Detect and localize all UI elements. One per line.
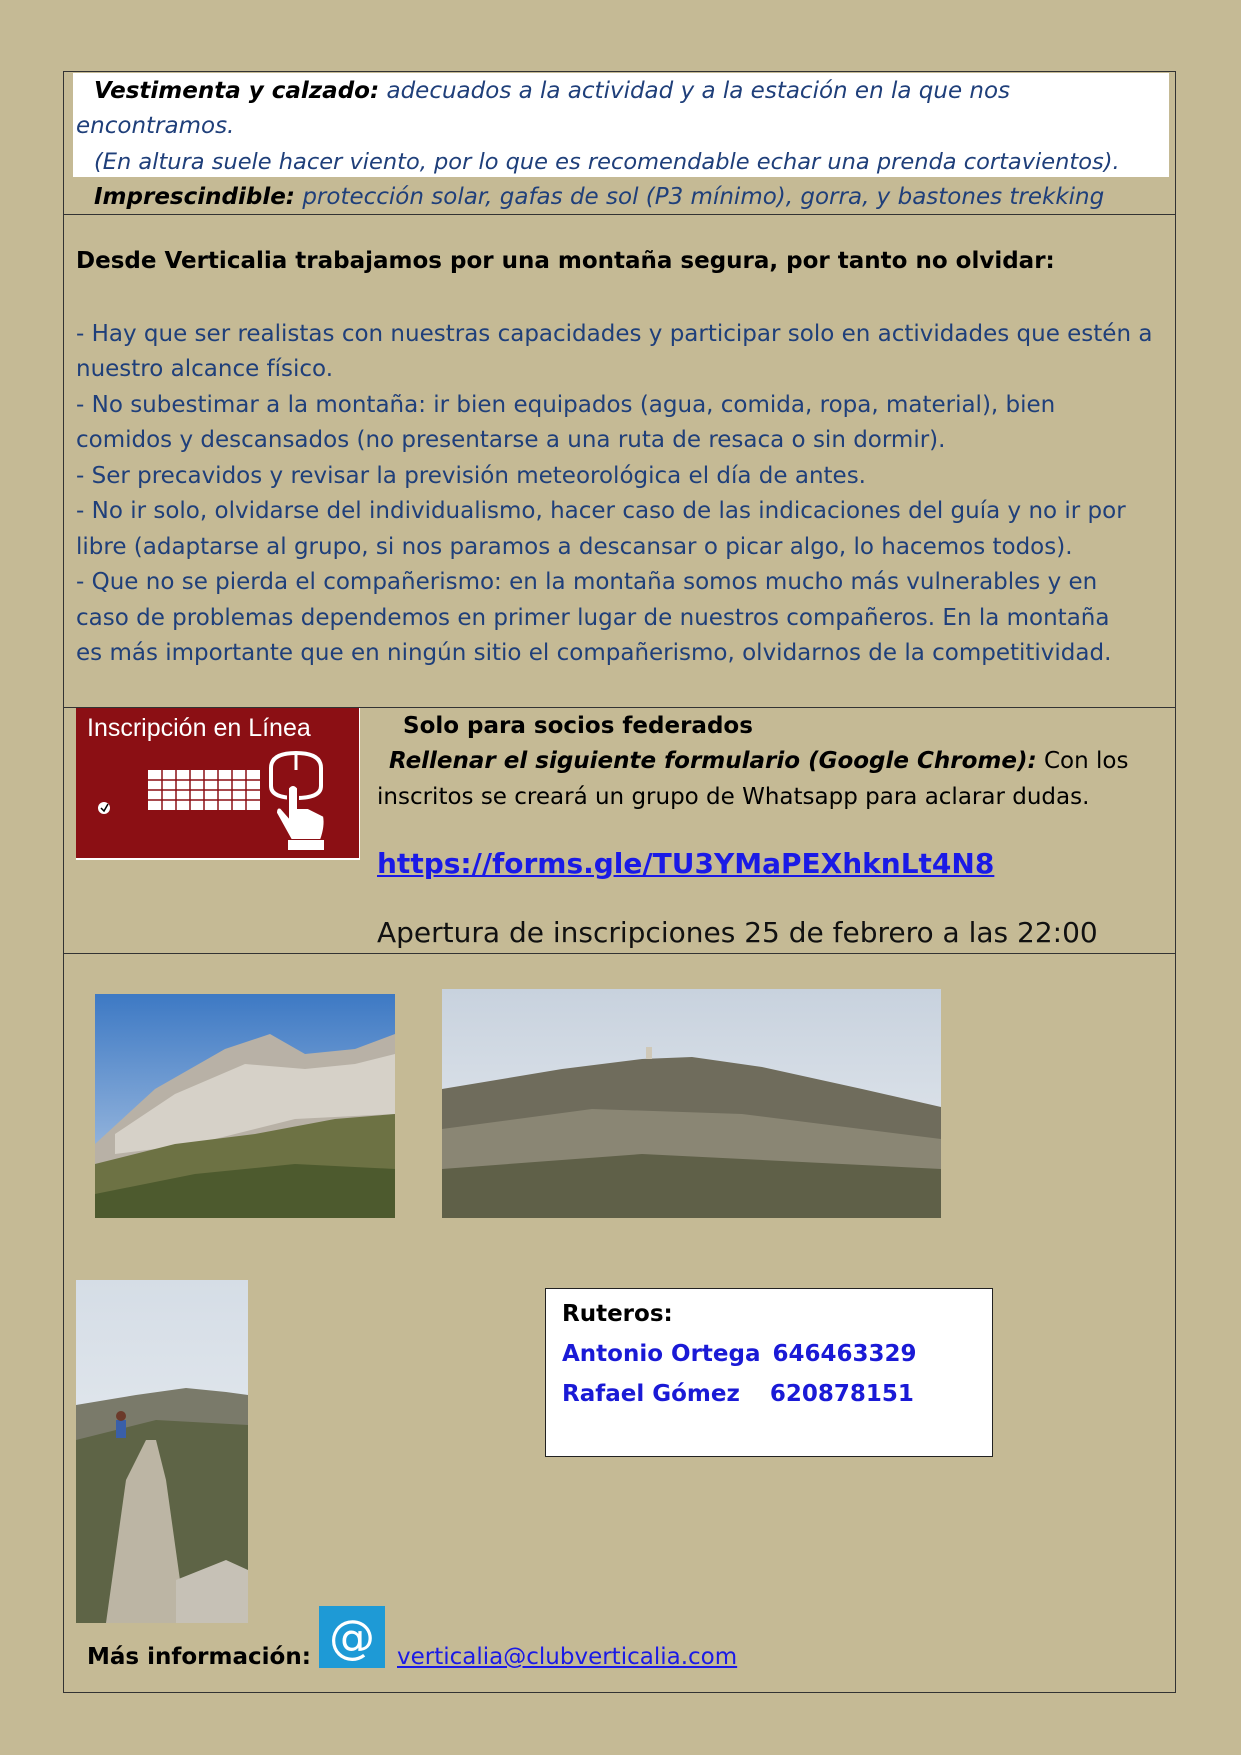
- guide-entry: [562, 1381, 914, 1407]
- guide-phone: 620878151: [769, 1381, 914, 1407]
- keyboard-mouse-icon: [76, 708, 360, 860]
- essential-label: Imprescindible:: [94, 184, 296, 210]
- clothing-line-2: encontramos.: [76, 113, 235, 139]
- safety-line: es más importante que en ningún sitio el compañerismo, olvidarnos de la competitividad.: [76, 640, 1112, 666]
- email-link-container: [397, 1640, 737, 1675]
- online-registration-banner: [76, 708, 360, 860]
- registration-opening-text: Apertura de inscripciones 25 de febrero a las 22:00: [377, 916, 1098, 949]
- mountain-photo-2: [442, 989, 941, 1218]
- guide-name: Rafael Gómez: [562, 1381, 740, 1407]
- safety-line: - Que no se pierda el compañerismo: en la montaña somos mucho más vulnerables y en: [76, 569, 1098, 595]
- safety-line: caso de problemas dependemos en primer lugar de nuestros compañeros. En la montaña: [76, 605, 1110, 631]
- registration-form-link[interactable]: https://forms.gle/TU3YMaPEXhknLt4N8: [377, 847, 995, 880]
- clothing-wind-note: (En altura suele hacer viento, por lo que es recomendable echar una prenda cortavientos).: [94, 149, 1120, 175]
- email-at-icon: @: [319, 1606, 385, 1668]
- guides-title: Ruteros:: [562, 1301, 673, 1327]
- divider: [63, 953, 1176, 954]
- form-label: Rellenar el siguiente formulario (Google Chrome):: [389, 748, 1037, 774]
- guide-entry: [562, 1341, 917, 1367]
- members-only-text: Solo para socios federados: [403, 713, 753, 739]
- form-link-container: [377, 845, 994, 883]
- clothing-line-1: [94, 74, 1010, 109]
- mountain-photo-1: [95, 994, 395, 1218]
- safety-line: comidos y descansados (no presentarse a una ruta de resaca o sin dormir).: [76, 427, 946, 453]
- safety-line: libre (adaptarse al grupo, si nos paramos a descansar o picar algo, lo hacemos todos).: [76, 534, 1073, 560]
- more-info-label: Más información:: [87, 1644, 311, 1670]
- clothing-text: adecuados a la actividad y a la estación en la que nos: [379, 78, 1011, 104]
- safety-line: - Ser precavidos y revisar la previsión meteorológica el día de antes.: [76, 463, 866, 489]
- safety-line: nuestro alcance físico.: [76, 356, 334, 382]
- safety-line: - Hay que ser realistas con nuestras capacidades y participar solo en actividades que estén a: [76, 321, 1153, 347]
- safety-heading: Desde Verticalia trabajamos por una montaña segura, por tanto no olvidar:: [76, 248, 1055, 274]
- form-instructions-line-2: inscritos se creará un grupo de Whatsapp para aclarar dudas.: [377, 784, 1090, 810]
- safety-line: - No ir solo, olvidarse del individualismo, hacer caso de las indicaciones del guía y no ir por: [76, 498, 1126, 524]
- guide-name: Antonio Ortega: [562, 1341, 761, 1367]
- mountain-photo-3: [76, 1280, 248, 1623]
- safety-line: - No subestimar a la montaña: ir bien equipados (agua, comida, ropa, material), bien: [76, 392, 1056, 418]
- email-link[interactable]: verticalia@clubverticalia.com: [397, 1644, 738, 1670]
- banner-title: Inscripción en Línea: [87, 714, 311, 742]
- guides-box: [545, 1288, 993, 1457]
- clothing-label: Vestimenta y calzado:: [94, 78, 380, 104]
- form-instructions-line-1: [389, 744, 1128, 779]
- guide-phone: 646463329: [772, 1341, 917, 1367]
- form-text: Con los: [1036, 748, 1129, 774]
- essential-line: [94, 180, 1104, 215]
- essential-text: protección solar, gafas de sol (P3 mínimo), gorra, y bastones trekking: [295, 184, 1105, 210]
